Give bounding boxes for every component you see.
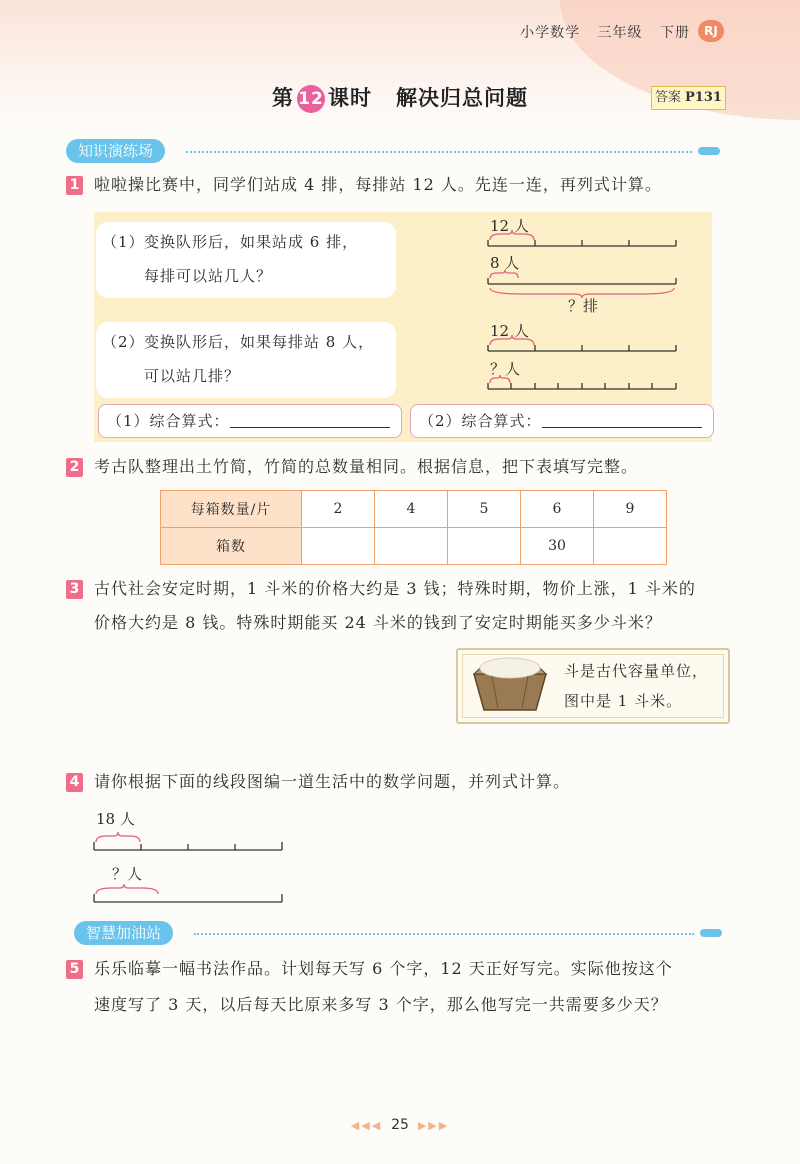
- question-text-line1: 古代社会安定时期，1 斗米的价格大约是 3 钱；特殊时期，物价上涨，1 斗米的: [94, 579, 696, 598]
- subject-label: 小学数学: [520, 25, 581, 41]
- q4-top-label: 18 人: [96, 810, 135, 828]
- diagram-a-question: ？排: [568, 297, 599, 315]
- table-row: [161, 528, 667, 565]
- diagram-b-top-label: 12 人: [490, 322, 529, 340]
- table-cell: 2: [302, 491, 375, 528]
- left-arrows-icon: ◀◀◀: [350, 1119, 383, 1132]
- segment-diagram-a: [482, 228, 682, 298]
- part-1-line2: 每排可以站几人？: [144, 267, 273, 285]
- formula-1-label: （1）综合算式：: [107, 412, 230, 430]
- question-number: 4: [66, 773, 83, 792]
- formula-2-blank[interactable]: [542, 427, 702, 428]
- lesson-suffix: 课时: [328, 86, 372, 110]
- answer-page: P131: [685, 90, 722, 105]
- table-cell: 5: [448, 491, 521, 528]
- table-answer-cell[interactable]: [594, 528, 667, 565]
- pencil-icon: [698, 147, 720, 155]
- note-line2: 图中是 1 斗米。: [564, 692, 683, 710]
- question-number: 1: [66, 176, 83, 195]
- section-divider: [186, 151, 692, 153]
- question-number: 5: [66, 960, 83, 979]
- question-text: 啦啦操比赛中，同学们站成 4 排，每排站 12 人。先连一连，再列式计算。: [94, 175, 662, 194]
- pencil-icon: [700, 929, 722, 937]
- part-2-line1: 变换队形后，如果每排站 8 人，: [144, 333, 375, 351]
- diagram-a-bottom-label: 8 人: [490, 254, 520, 272]
- table-answer-cell[interactable]: [375, 528, 448, 565]
- edition-badge: RJ: [698, 20, 724, 42]
- formula-box-2: [410, 404, 714, 438]
- question-number: 2: [66, 458, 83, 477]
- question-text-line2: 速度写了 3 天，以后每天比原来多写 3 个字，那么他写完一共需要多少天？: [94, 995, 668, 1014]
- table-cell: 30: [521, 528, 594, 565]
- segment-diagram-b: [482, 333, 682, 397]
- diagram-a-top-label: 12 人: [490, 217, 529, 235]
- diagram-b-bottom-label: ？人: [490, 360, 521, 378]
- part-1-bubble: [96, 222, 396, 298]
- q4-bottom-label: ？人: [112, 865, 143, 883]
- table-cell: 4: [375, 491, 448, 528]
- section-practice-tab: 知识演练场: [66, 139, 165, 163]
- table-cell: 6: [521, 491, 594, 528]
- table-answer-cell[interactable]: [448, 528, 521, 565]
- table-row-header: 箱数: [161, 528, 302, 565]
- table-row: [161, 491, 667, 528]
- note-line1: 斗是古代容量单位，: [564, 662, 709, 680]
- question-text-line1: 乐乐临摹一幅书法作品。计划每天写 6 个字，12 天正好写完。实际他按这个: [94, 959, 673, 978]
- q4-segment-diagram: [88, 820, 288, 906]
- part-2-bubble: [96, 322, 396, 398]
- part-1-tag: （1）: [102, 233, 145, 251]
- lesson-number-badge: 12: [297, 85, 325, 113]
- section-divider: [194, 933, 694, 935]
- info-note: [456, 648, 730, 724]
- table-cell: 9: [594, 491, 667, 528]
- question-number: 3: [66, 580, 83, 599]
- question-text: 请你根据下面的线段图编一道生活中的数学问题，并列式计算。: [94, 772, 571, 791]
- lesson-prefix: 第: [272, 86, 294, 110]
- table-row-header: 每箱数量/片: [161, 491, 302, 528]
- formula-2-label: （2）综合算式：: [419, 412, 542, 430]
- right-arrows-icon: ▶▶▶: [417, 1119, 450, 1132]
- part-1-line1: 变换队形后，如果站成 6 排，: [144, 233, 359, 251]
- question-text: 考古队整理出土竹简，竹简的总数量相同。根据信息，把下表填写完整。: [94, 457, 639, 476]
- page-footer: [0, 1117, 800, 1133]
- grade-label: 三年级: [597, 25, 643, 41]
- formula-1-blank[interactable]: [230, 427, 390, 428]
- rice-measure-icon: [470, 656, 550, 714]
- answer-label: 答案: [655, 90, 682, 105]
- volume-label: 下册: [660, 25, 690, 41]
- section-bonus-tab: 智慧加油站: [74, 921, 173, 945]
- question-text-line2: 价格大约是 8 钱。特殊时期能买 24 斗米的钱到了安定时期能买多少斗米？: [94, 613, 662, 632]
- table-answer-cell[interactable]: [302, 528, 375, 565]
- page-title: 解决归总问题: [396, 86, 528, 110]
- answer-reference: [651, 86, 726, 110]
- quantity-table: [160, 490, 667, 565]
- page-number: 25: [391, 1117, 409, 1133]
- part-2-tag: （2）: [102, 333, 145, 351]
- book-info: [508, 22, 690, 42]
- formula-box-1: [98, 404, 402, 438]
- note-text: [564, 656, 708, 716]
- part-2-line2: 可以站几排？: [144, 367, 241, 385]
